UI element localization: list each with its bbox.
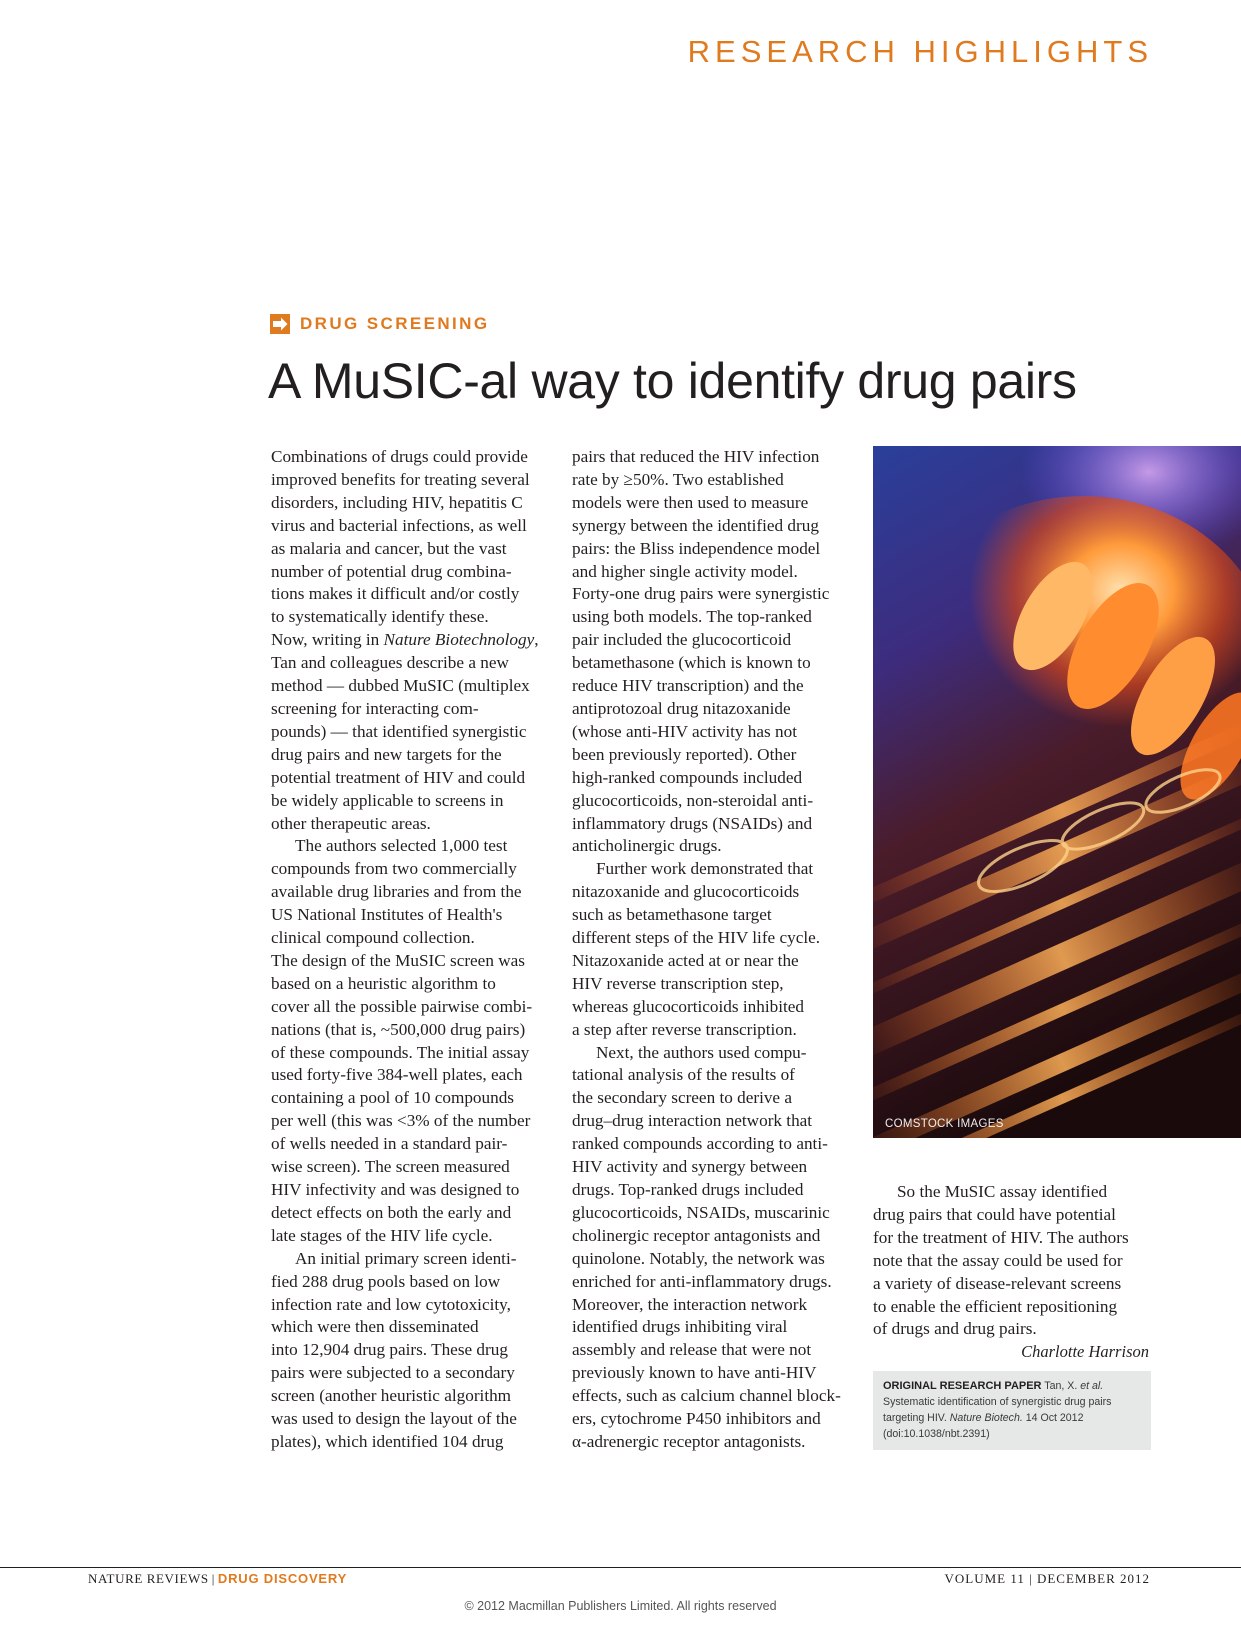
article-title: A MuSIC-al way to identify drug pairs xyxy=(268,353,1077,409)
text-line: method — dubbed MuSIC (multiplex xyxy=(271,676,530,696)
text-line: α-adrenergic receptor antagonists. xyxy=(572,1431,806,1451)
text-line: been previously reported). Other xyxy=(572,744,797,764)
text-line: Combinations of drugs could provide xyxy=(271,447,528,466)
text-line: cover all the possible pairwise combi- xyxy=(271,996,533,1016)
text-line: of these compounds. The initial assay xyxy=(271,1042,530,1062)
text-line: tions makes it difficult and/or costly xyxy=(271,584,520,604)
text-line: glucocorticoids, non-steroidal anti- xyxy=(572,790,814,810)
text-line: of drugs and drug pairs. xyxy=(873,1319,1037,1339)
section-label xyxy=(270,314,489,334)
text-line: drug pairs and new targets for the xyxy=(271,744,502,764)
text-line: HIV infectivity and was designed to xyxy=(271,1180,520,1199)
text-line: So the MuSIC assay identified xyxy=(897,1182,1108,1201)
text-line: HIV activity and synergy between xyxy=(572,1157,808,1177)
section-header: RESEARCH HIGHLIGHTS xyxy=(687,34,1153,69)
text-line: pairs that reduced the HIV infection xyxy=(572,447,820,466)
text-line: different steps of the HIV life cycle. xyxy=(572,928,821,948)
text-line: infection rate and low cytotoxicity, xyxy=(271,1294,511,1314)
article-photo xyxy=(873,446,1241,1138)
text-line: a variety of disease-relevant screens xyxy=(873,1273,1122,1293)
text-line: betamethasone (which is known to xyxy=(572,653,811,673)
reference-doi: (doi:10.1038/nbt.2391) xyxy=(883,1428,990,1440)
text-line: based on a heuristic algorithm to xyxy=(271,973,496,993)
text-line: and higher single activity model. xyxy=(572,561,798,581)
reference-title-line: Systematic identification of synergistic drug pairs xyxy=(883,1396,1112,1408)
text-line: nitazoxanide and glucocorticoids xyxy=(572,882,800,902)
copyright-notice: © 2012 Macmillan Publishers Limited. All rights reserved xyxy=(464,1599,777,1613)
text-line: assembly and release that were not xyxy=(572,1340,812,1360)
text-line: high-ranked compounds included xyxy=(572,767,803,787)
photo-illustration xyxy=(873,446,1241,1138)
text-line: compounds from two commercially xyxy=(271,859,517,879)
text-line: cholinergic receptor antagonists and xyxy=(572,1225,821,1245)
text-line: HIV reverse transcription step, xyxy=(572,973,784,993)
text-line: ranked compounds according to anti- xyxy=(572,1134,828,1154)
text-line: to systematically identify these. xyxy=(271,607,489,627)
text-line: previously known to have anti-HIV xyxy=(572,1363,817,1383)
text-line: wise screen). The screen measured xyxy=(271,1157,510,1177)
text-line: Now, writing in Nature Biotechnology, xyxy=(271,630,539,650)
text-line: be widely applicable to screens in xyxy=(271,790,504,810)
text-line: of wells needed in a standard pair- xyxy=(271,1134,508,1154)
text-line: containing a pool of 10 compounds xyxy=(271,1088,514,1108)
text-line: the secondary screen to derive a xyxy=(572,1088,792,1108)
text-line: was used to design the layout of the xyxy=(271,1409,517,1429)
photo-credit: COMSTOCK IMAGES xyxy=(885,1118,1004,1130)
footer-divider xyxy=(0,1567,1241,1568)
text-line: virus and bacterial infections, as well xyxy=(271,515,527,535)
reference-etal: et al. xyxy=(1080,1380,1104,1392)
text-line: as malaria and cancer, but the vast xyxy=(271,538,507,558)
text-line: Tan and colleagues describe a new xyxy=(271,653,509,673)
reference-date: 14 Oct 2012 xyxy=(1025,1412,1084,1424)
text-line: a step after reverse transcription. xyxy=(572,1019,797,1039)
text-line: models were then used to measure xyxy=(572,492,809,512)
footer-issue: VOLUME 11 | DECEMBER 2012 xyxy=(944,1571,1150,1586)
text-line: into 12,904 drug pairs. These drug xyxy=(271,1340,508,1360)
subjournal-name: DRUG DISCOVERY xyxy=(217,1571,348,1586)
text-line: US National Institutes of Health's xyxy=(271,905,503,925)
arrow-right-icon xyxy=(270,314,290,334)
text-line: other therapeutic areas. xyxy=(271,813,431,833)
text-line: ers, cytochrome P450 inhibitors and xyxy=(572,1409,821,1429)
text-line: screening for interacting com- xyxy=(271,698,479,718)
author-byline: Charlotte Harrison xyxy=(1021,1342,1149,1361)
text-line: fied 288 drug pools based on low xyxy=(271,1271,501,1291)
text-line: reduce HIV transcription) and the xyxy=(572,676,804,696)
journal-separator: | xyxy=(211,1571,215,1586)
text-line: whereas glucocorticoids inhibited xyxy=(572,996,804,1016)
text-line: screen (another heuristic algorithm xyxy=(271,1386,512,1406)
text-line: tational analysis of the results of xyxy=(572,1065,795,1085)
text-line: such as betamethasone target xyxy=(572,905,772,925)
text-line: The authors selected 1,000 test xyxy=(295,836,508,856)
text-line: enriched for anti-inflammatory drugs. xyxy=(572,1271,832,1291)
text-line: Forty-one drug pairs were synergistic xyxy=(572,584,830,604)
text-line: for the treatment of HIV. The authors xyxy=(873,1227,1129,1247)
body-column-3 xyxy=(873,1181,1151,1341)
text-line: anticholinergic drugs. xyxy=(572,836,722,856)
text-line: quinolone. Notably, the network was xyxy=(572,1248,825,1268)
footer-journal xyxy=(88,1571,347,1587)
text-line: disorders, including HIV, hepatitis C xyxy=(271,492,523,512)
body-column-2 xyxy=(572,446,857,1454)
text-line: An initial primary screen identi- xyxy=(295,1248,517,1268)
text-line: nations (that is, ~500,000 drug pairs) xyxy=(271,1019,526,1039)
text-line: synergy between the identified drug xyxy=(572,515,819,535)
body-column-1 xyxy=(271,446,556,1454)
text-line: pair included the glucocorticoid xyxy=(572,630,792,650)
text-line: Nitazoxanide acted at or near the xyxy=(572,950,799,970)
text-line: identified drugs inhibiting viral xyxy=(572,1317,788,1337)
reference-journal: Nature Biotech. xyxy=(949,1412,1023,1424)
text-line: drug–drug interaction network that xyxy=(572,1111,813,1131)
original-research-reference xyxy=(873,1371,1151,1450)
text-line: detect effects on both the early and xyxy=(271,1202,512,1222)
text-line: potential treatment of HIV and could xyxy=(271,767,526,787)
text-line: pounds) — that identified synergistic xyxy=(271,721,527,741)
text-line: effects, such as calcium channel block- xyxy=(572,1386,841,1406)
text-line: pairs: the Bliss independence model xyxy=(572,538,821,558)
text-line: Next, the authors used compu- xyxy=(596,1042,807,1062)
text-line: Further work demonstrated that xyxy=(596,859,814,879)
text-line: glucocorticoids, NSAIDs, muscarinic xyxy=(572,1202,830,1222)
text-line: which were then disseminated xyxy=(271,1317,479,1337)
text-line: used forty-five 384-well plates, each xyxy=(271,1065,523,1085)
text-line: drugs. Top-ranked drugs included xyxy=(572,1180,804,1199)
text-line: note that the assay could be used for xyxy=(873,1250,1123,1270)
reference-title-end: targeting HIV. xyxy=(883,1412,947,1424)
text-line: drug pairs that could have potential xyxy=(873,1204,1116,1224)
text-line: plates), which identified 104 drug xyxy=(271,1431,504,1451)
section-label-text: DRUG SCREENING xyxy=(300,314,490,333)
text-line: clinical compound collection. xyxy=(271,928,475,948)
text-line: inflammatory drugs (NSAIDs) and xyxy=(572,813,813,833)
text-line: using both models. The top-ranked xyxy=(572,607,812,627)
text-line: The design of the MuSIC screen was xyxy=(271,950,525,970)
text-line: available drug libraries and from the xyxy=(271,882,522,902)
reference-authors: Tan, X. xyxy=(1044,1380,1078,1392)
text-line: antiprotozoal drug nitazoxanide xyxy=(572,698,791,718)
text-line: Moreover, the interaction network xyxy=(572,1294,808,1314)
journal-name: NATURE REVIEWS xyxy=(88,1571,209,1586)
text-line: pairs were subjected to a secondary xyxy=(271,1363,515,1383)
text-line: number of potential drug combina- xyxy=(271,561,512,581)
text-line: rate by ≥50%. Two established xyxy=(572,469,784,489)
text-line: to enable the efficient repositioning xyxy=(873,1296,1118,1316)
reference-label: ORIGINAL RESEARCH PAPER xyxy=(883,1380,1042,1392)
text-line: improved benefits for treating several xyxy=(271,469,530,489)
text-line: (whose anti-HIV activity has not xyxy=(572,721,797,741)
text-line: per well (this was <3% of the number xyxy=(271,1111,531,1131)
text-line: late stages of the HIV life cycle. xyxy=(271,1225,493,1245)
